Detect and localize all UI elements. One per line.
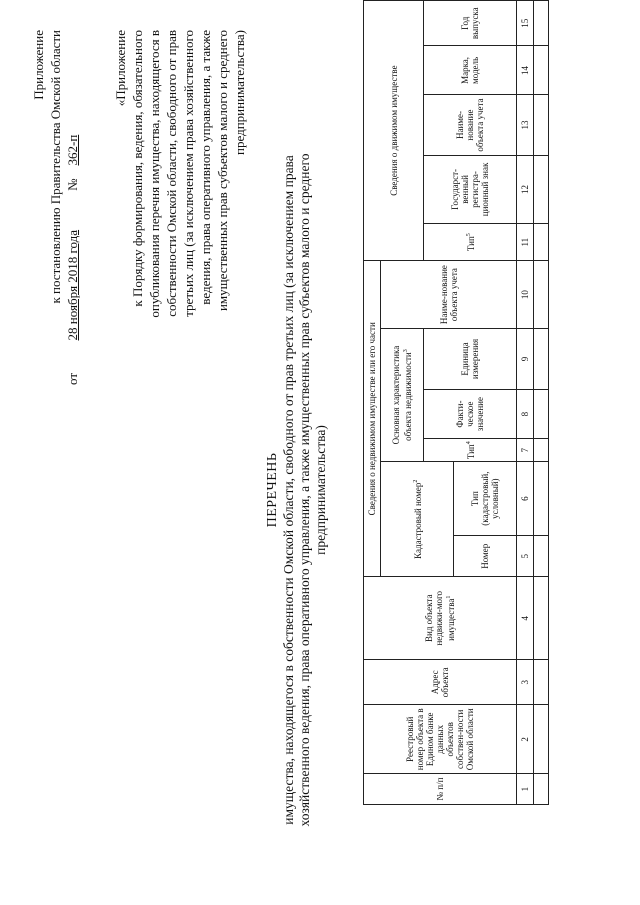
- column-number-row: [517, 1, 534, 805]
- unit-header: Единица измерения: [424, 329, 517, 390]
- title-head: ПЕРЕЧЕНЬ: [265, 452, 280, 528]
- type-header: Тип$^4$: [424, 439, 517, 462]
- column-number: 4: [517, 577, 534, 660]
- empty-cell: [534, 1, 549, 47]
- quote-line: имущественных прав субъектов малого и среднего: [215, 30, 230, 312]
- state-reg-header: Государст-венный регистра-ционный знак: [424, 155, 517, 223]
- column-number: 14: [517, 46, 534, 95]
- quote-line: «Приложение: [113, 30, 128, 107]
- title-line: имущества, находящегося в собственности Омской области, свободного от прав третьих лиц (за исключением права: [281, 155, 296, 825]
- appendix-label: Приложение: [31, 30, 46, 100]
- column-number: 12: [517, 155, 534, 223]
- type-cad-header: Тип (кадастровый, условный): [454, 462, 517, 536]
- movable-type-header: Тип$^5$: [424, 224, 517, 261]
- empty-cell: [534, 705, 549, 774]
- property-table: [363, 0, 549, 805]
- column-number: 2: [517, 705, 534, 774]
- document-title: [265, 95, 329, 885]
- empty-cell: [534, 261, 549, 329]
- quote-line: предпринимательства): [232, 30, 247, 155]
- quote-block: [112, 30, 248, 385]
- empty-data-row: [534, 1, 549, 805]
- col-num-header: № п/п: [364, 774, 517, 805]
- empty-cell: [534, 389, 549, 438]
- column-number: 8: [517, 389, 534, 438]
- column-number: 9: [517, 329, 534, 390]
- appendix-decree: к постановлению Правительства Омской области: [48, 30, 63, 304]
- column-number: 11: [517, 224, 534, 261]
- empty-cell: [534, 462, 549, 536]
- column-number: 5: [517, 536, 534, 577]
- year-header: Год выпуска: [424, 1, 517, 47]
- decree-date: 28 ноября 2018 года: [65, 229, 80, 341]
- number-prefix: №: [65, 178, 80, 191]
- empty-cell: [534, 577, 549, 660]
- header-row-1: [364, 1, 381, 805]
- brand-header: Марка, модель: [424, 46, 517, 95]
- title-line: хозяйственного ведения, права оперативного управления, а также имущественных прав субъектов малого и среднего: [297, 153, 312, 827]
- col-address-header: Адрес объекта: [364, 660, 517, 705]
- empty-cell: [534, 660, 549, 705]
- main-char-header: Основная характеристика объекта недвижимости$^3$: [381, 329, 424, 462]
- column-number: 7: [517, 439, 534, 462]
- column-number: 3: [517, 660, 534, 705]
- quote-line: к Порядку формирования, ведения, обязательного: [130, 30, 145, 307]
- appendix-block: [30, 30, 81, 385]
- appendix-date-line: [64, 30, 81, 385]
- col-kind-header: Вид объекта недвижи-мого имущества$^1$: [364, 577, 517, 660]
- empty-cell: [534, 155, 549, 223]
- column-number: 13: [517, 95, 534, 155]
- empty-cell: [534, 536, 549, 577]
- name-obj-header: Наиме-нование объекта учета: [381, 261, 517, 329]
- actual-value-header: Факти-ческое значение: [424, 389, 517, 438]
- column-number: 6: [517, 462, 534, 536]
- date-prefix: от: [65, 372, 80, 385]
- group-realty-header: Сведения о недвижимом имуществе или его части: [364, 261, 381, 577]
- group-movable-header: Сведения о движимом имуществе: [364, 1, 424, 261]
- quote-line: опубликования перечня имущества, находящегося в: [147, 30, 162, 318]
- quote-line: собственности Омской области, свободного от прав: [164, 30, 179, 317]
- quote-line: третьих лиц (за исключением права хозяйственного: [181, 30, 196, 317]
- empty-cell: [534, 439, 549, 462]
- movable-name-header: Наиме-нование объекта учета: [424, 95, 517, 155]
- column-number: 1: [517, 774, 534, 805]
- empty-cell: [534, 774, 549, 805]
- col-registry-header: Реестровый номер объекта в Едином банке данных объектов собствен-ности Омской области: [364, 705, 517, 774]
- number-header: Номер: [454, 536, 517, 577]
- empty-cell: [534, 224, 549, 261]
- column-number: 15: [517, 1, 534, 47]
- title-line: предпринимательства): [313, 425, 328, 555]
- empty-cell: [534, 329, 549, 390]
- empty-cell: [534, 46, 549, 95]
- decree-number: 362-п: [65, 134, 80, 166]
- quote-line: ведения, права оперативного управления, а также: [198, 30, 213, 305]
- column-number: 10: [517, 261, 534, 329]
- empty-cell: [534, 95, 549, 155]
- cadastral-header: Кадастровый номер$^2$: [381, 462, 454, 577]
